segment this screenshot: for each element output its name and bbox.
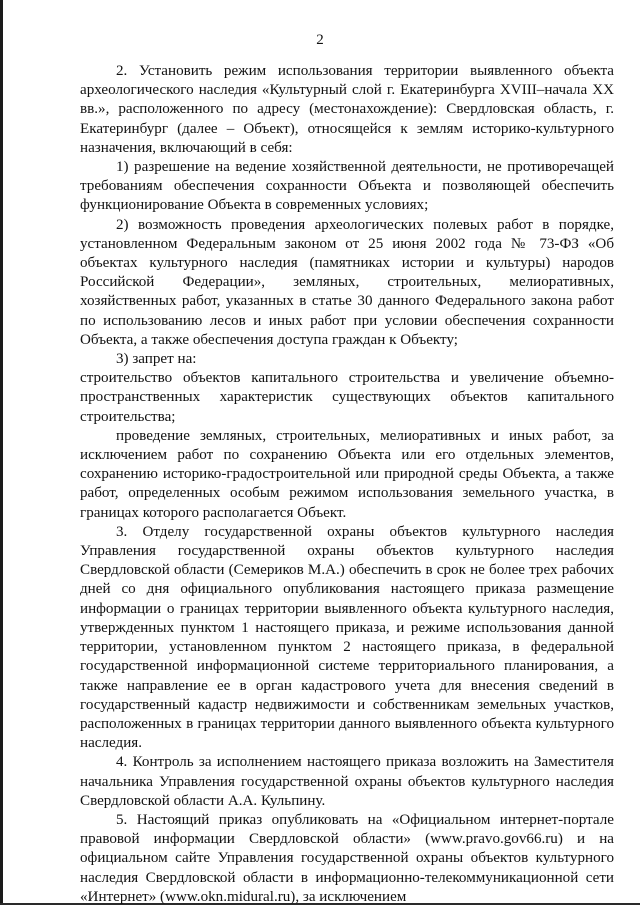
paragraph-prohibition-works: проведение земляных, строительных, мелиоративных и иных работ, за исключением работ по сохранению Объекта или его отдельных элементов, сохранению историко-градостроительной или природной среды Объекта, а также работ, определенных особым режимом использования земельного участка, в границах которого располагается Объект. (80, 427, 614, 521)
document-body (80, 62, 614, 907)
paragraph-subitem-1: 1) разрешение на ведение хозяйственной деятельности, не противоречащей требованиям обеспечения сохранности Объекта и позволяющей обеспечить функционирование Объекта в современных условиях; (80, 159, 614, 214)
paragraph-subitem-3: 3) запрет на: (116, 351, 197, 368)
scan-left-edge (0, 0, 3, 905)
paragraph-item-4: 4. Контроль за исполнением настоящего приказа возложить на Заместителя начальника Управления государственной охраны объектов культурного наследия Свердловской области А.А. Кульпину. (80, 754, 614, 809)
paragraph-item-2: 2. Установить режим использования территории выявленного объекта археологического наследия «Культурный слой г. Екатеринбурга XVIII–начала XX вв.», расположенного по адресу (местонахождение): Свердловская область, г. Екатеринбург (далее – Объект), относящейся к землям историко-культурного назначения, включающий в себя: (80, 63, 614, 156)
page-number: 2 (316, 32, 324, 48)
paragraph-item-3: 3. Отделу государственной охраны объектов культурного наследия Управления государственной охраны объектов культурного наследия Свердловской области (Семериков М.А.) обеспечить в срок не более трех рабочих дней со дня официального опубликования настоящего приказа размещение информации о границах территории выявленного объекта культурного наследия, утвержденных пунктом 1 настоящего приказа, и режиме использования данной территории, установленном пунктом 2 настоящего приказа, в федеральной государственной информационной системе территориального планирования, а также направление ее в орган кадастрового учета для внесения сведений в государственный кадастр недвижимости и собственникам земельных участков, расположенных в границах территории данного выявленного объекта культурного наследия. (80, 523, 614, 752)
paragraph-prohibition-construction: строительство объектов капитального строительства и увеличение объемно-пространственных характеристик существующих объектов капитального строительства; (80, 370, 614, 425)
paragraph-subitem-2: 2) возможность проведения археологических полевых работ в порядке, установленном Федеральным законом от 25 июня 2002 года № 73-ФЗ «Об объектах культурного наследия (памятниках истории и культуры) народов Российской Федерации», земляных, строительных, мелиоративных, хозяйственных работ, указанных в статье 30 данного Федерального закона работ по использованию лесов и иных работ при условии обеспечения сохранности Объекта, а также обеспечения доступа граждан к Объекту; (80, 216, 614, 348)
paragraph-item-5: 5. Настоящий приказ опубликовать на «Официальном интернет-портале правовой информации Свердловской области» (www.pravo.gov66.ru) и на официальном сайте Управления государственной охраны объектов культурного наследия Свердловской области в информационно-телекоммуникационной сети «Интернет» (www.okn.midural.ru), за исключением (80, 811, 614, 905)
